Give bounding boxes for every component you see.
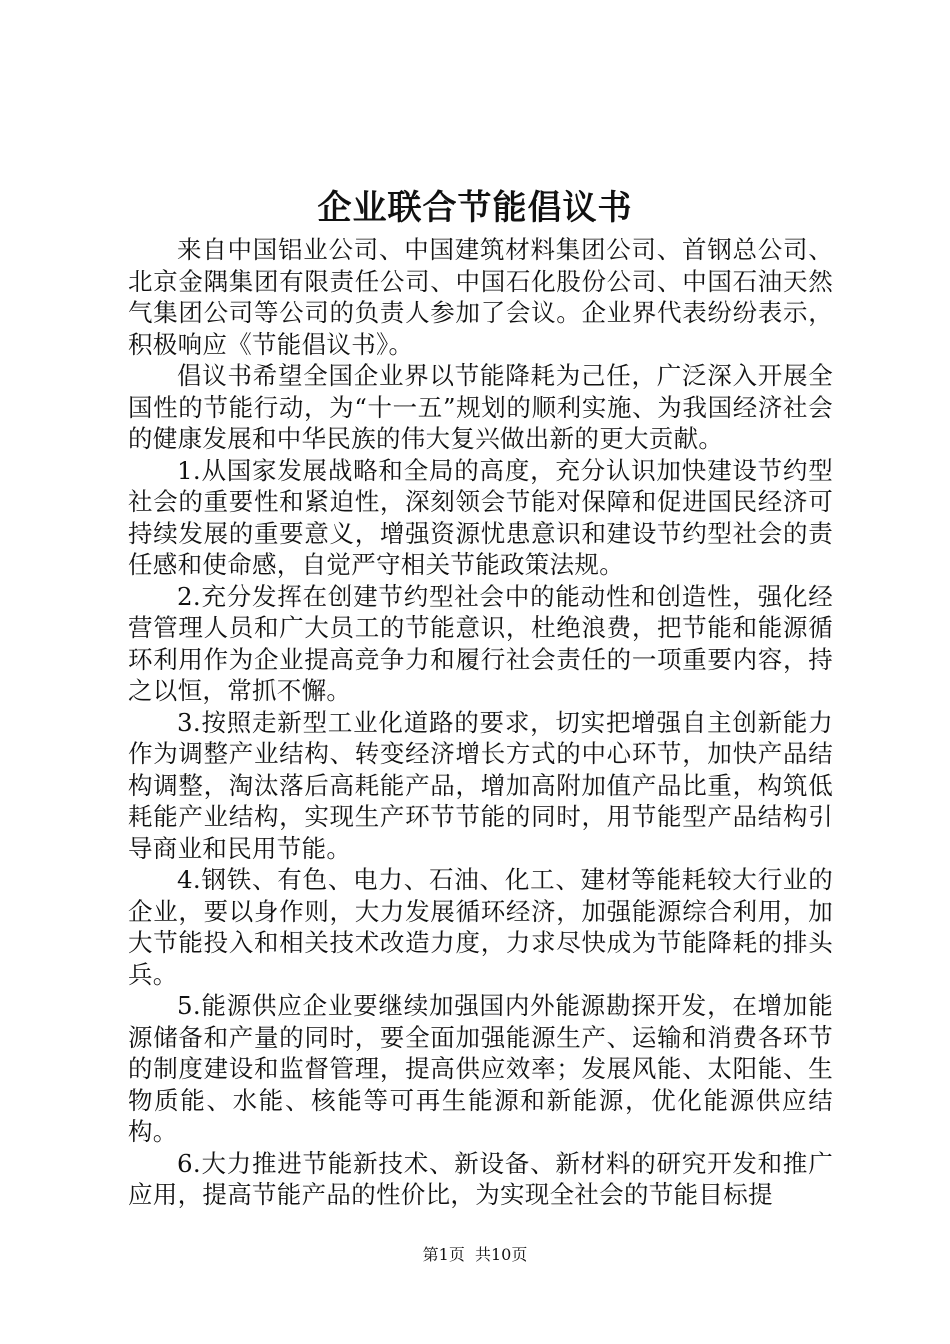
page-footer xyxy=(0,1243,950,1267)
paragraph-item-5: 5.能源供应企业要继续加强国内外能源勘探开发，在增加能源储备和产量的同时，要全面加强能源生产、运输和消费各环节的制度建设和监督管理，提高供应效率；发展风能、太阳能、生物质能、水能、核能等可再生能源和新能源，优化能源供应结构。 xyxy=(128,991,833,1146)
paragraph-item-6: 6.大力推进节能新技术、新设备、新材料的研究开发和推广应用，提高节能产品的性价比，为实现全社会的节能目标提 xyxy=(128,1148,833,1209)
paragraph-item-2: 2.充分发挥在创建节约型社会中的能动性和创造性，强化经营管理人员和广大员工的节能意识，杜绝浪费，把节能和能源循环利用作为企业提高竞争力和履行社会责任的一项重要内容，持之以恒，常抓不懈。 xyxy=(128,581,833,705)
paragraph-proposal: 倡议书希望全国企业界以节能降耗为己任，广泛深入开展全国性的节能行动，为“十一五”规划的顺利实施、为我国经济社会的健康发展和中华民族的伟大复兴做出新的更大贡献。 xyxy=(128,361,833,453)
paragraph-item-3: 3.按照走新型工业化道路的要求，切实把增强自主创新能力作为调整产业结构、转变经济增长方式的中心环节，加快产品结构调整，淘汰落后高耗能产品，增加高附加值产品比重，构筑低耗能产业结构，实现生产环节节能的同时，用节能型产品结构引导商业和民用节能。 xyxy=(128,707,833,863)
paragraph-item-1: 1.从国家发展战略和全局的高度，充分认识加快建设节约型社会的重要性和紧迫性，深刻领会节能对保障和促进国民经济可持续发展的重要意义，增强资源忧患意识和建设节约型社会的责任感和使命感，自觉严守相关节能政策法规。 xyxy=(128,455,833,579)
page-number-label: 第1页 共10页 xyxy=(422,1245,528,1264)
paragraph-item-4: 4.钢铁、有色、电力、石油、化工、建材等能耗较大行业的企业，要以身作则，大力发展循环经济，加强能源综合利用，加大节能投入和相关技术改造力度，力求尽快成为节能降耗的排头兵。 xyxy=(128,865,833,989)
document-body xyxy=(128,234,833,1211)
document-title: 企业联合节能倡议书 xyxy=(317,188,633,228)
paragraph-intro: 来自中国铝业公司、中国建筑材料集团公司、首钢总公司、北京金隅集团有限责任公司、中国石化股份公司、中国石油天然气集团公司等公司的负责人参加了会议。企业界代表纷纷表示，积极响应《节能倡议书》。 xyxy=(128,235,833,359)
